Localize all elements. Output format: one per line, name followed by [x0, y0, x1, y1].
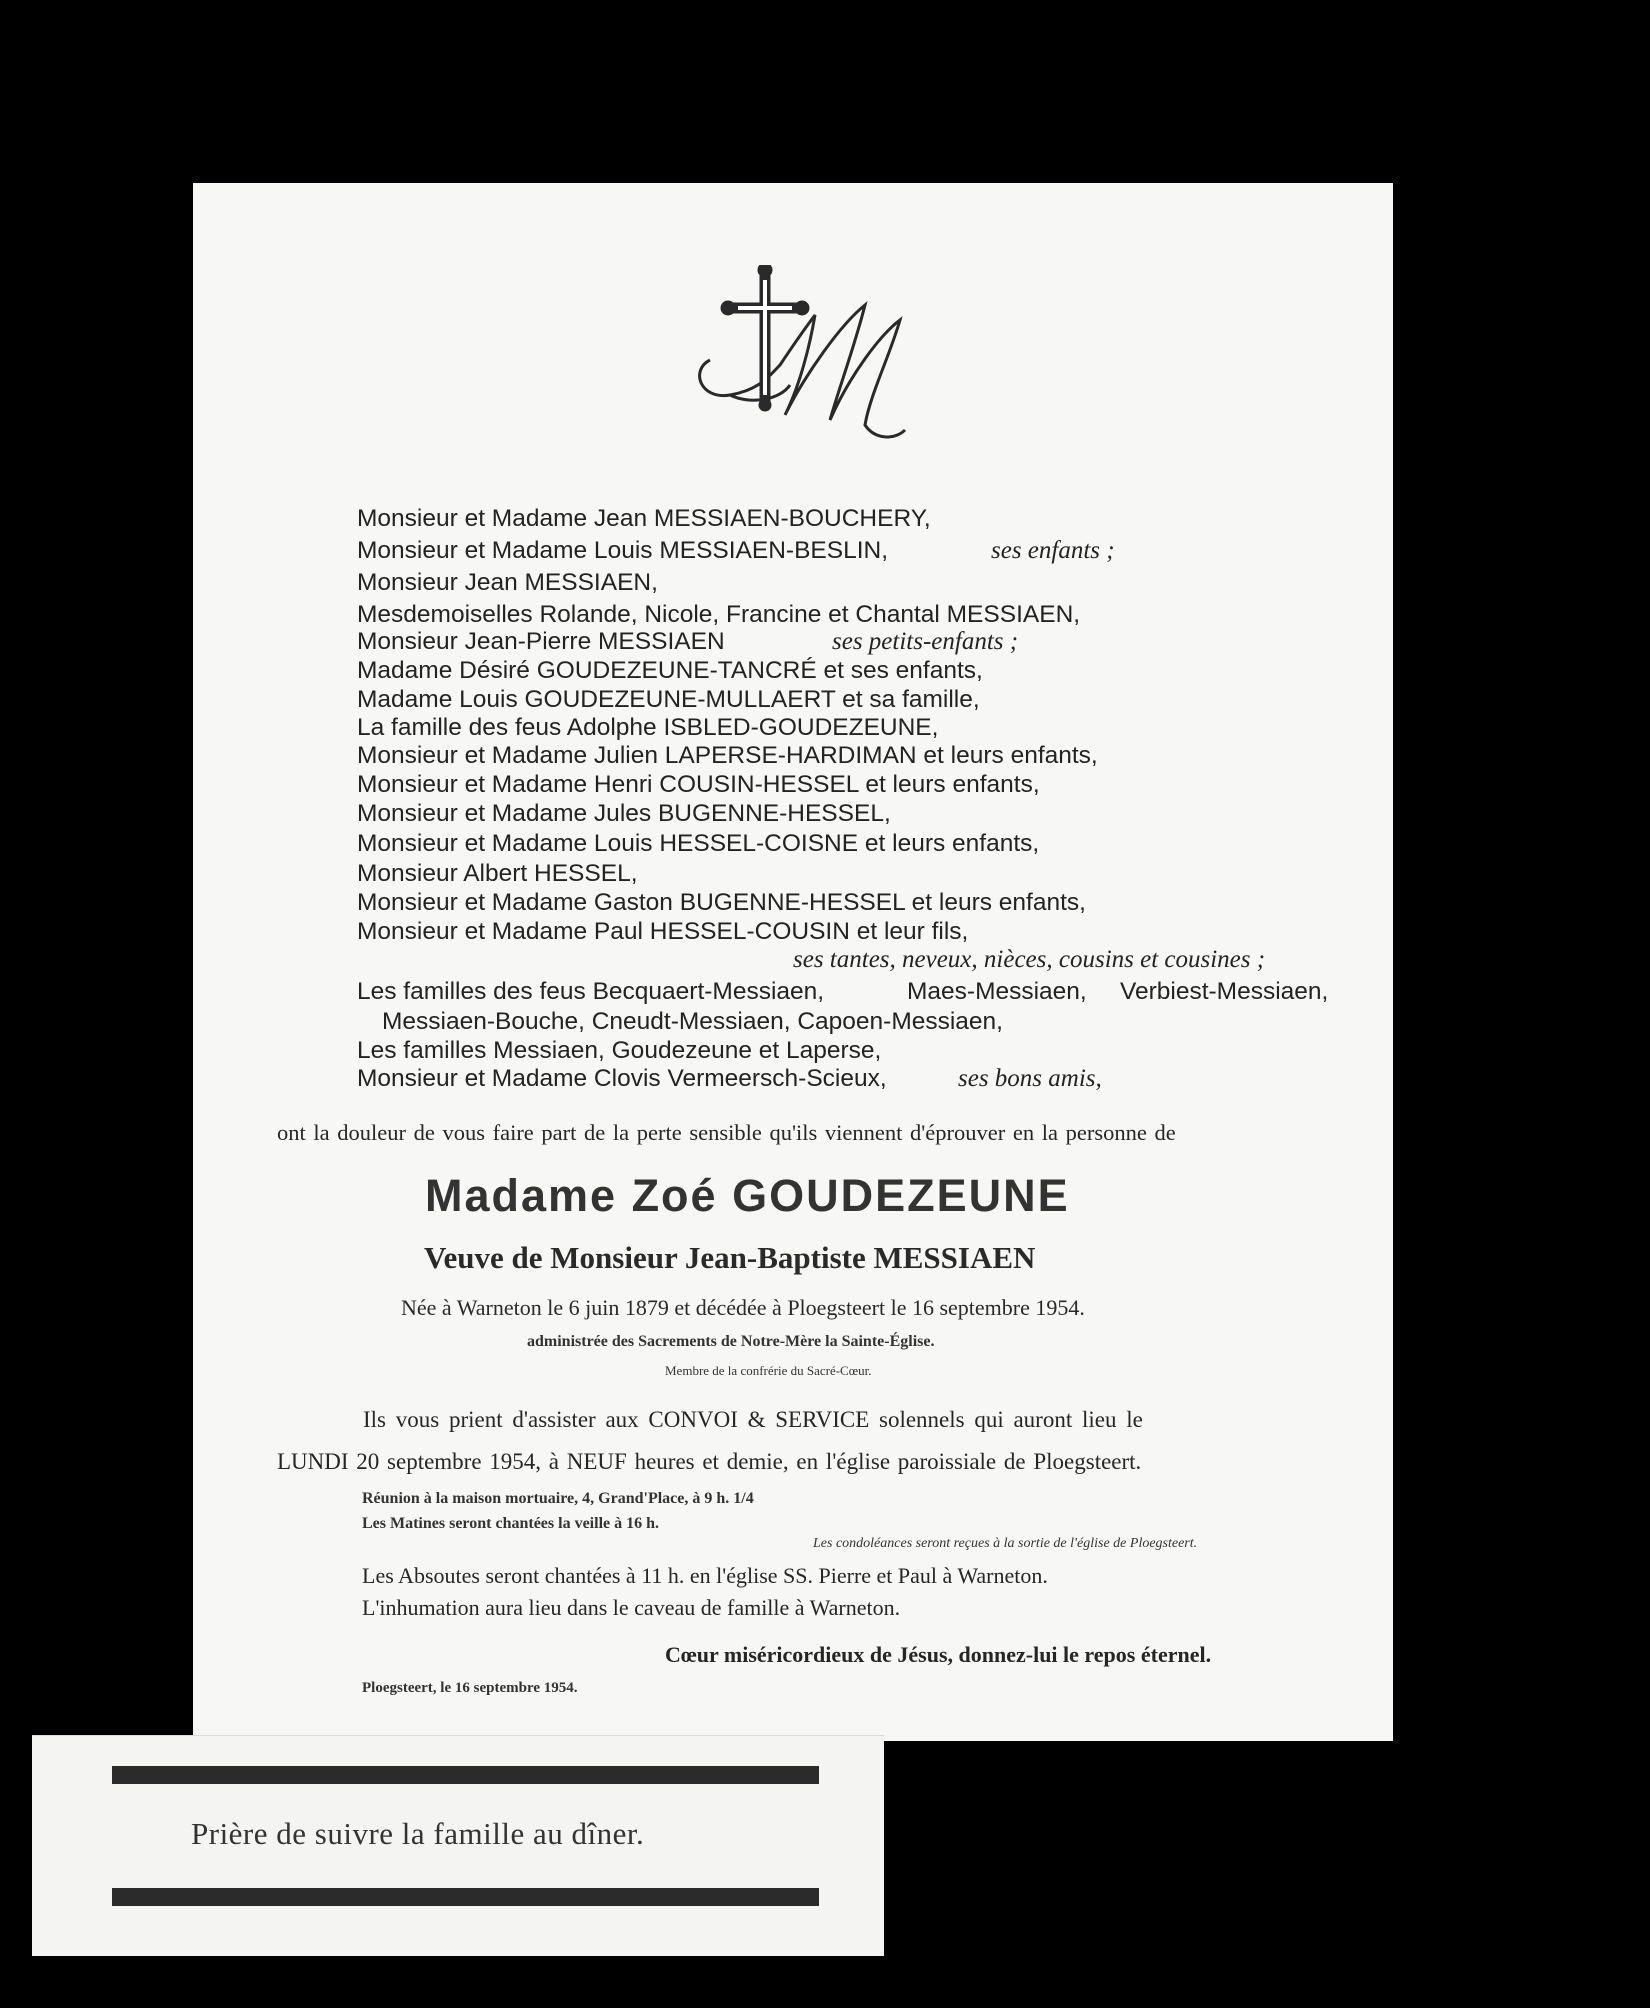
- confraternity-line: Membre de la confrérie du Sacré-Cœur.: [665, 1363, 872, 1378]
- sacraments-line: administrée des Sacrements de Notre-Mère la Sainte-Église.: [527, 1333, 935, 1350]
- relative-line: Monsieur et Madame Louis MESSIAEN-BESLIN,: [357, 537, 889, 564]
- relative-line: Monsieur et Madame Paul HESSEL-COUSIN et leur fils,: [357, 918, 969, 945]
- relative-line: Monsieur Jean-Pierre MESSIAEN: [357, 628, 725, 655]
- relative-line: Monsieur et Madame Henri COUSIN-HESSEL et leurs enfants,: [357, 771, 1040, 798]
- place-date-line: Ploegsteert, le 16 septembre 1954.: [362, 1680, 578, 1696]
- families-line: Verbiest-Messiaen,: [1120, 978, 1329, 1005]
- relative-line: Monsieur et Madame Gaston BUGENNE-HESSEL et leurs enfants,: [357, 889, 1086, 916]
- matins-line: Les Matines seront chantées la veille à 16 h.: [362, 1515, 660, 1532]
- condolences-line: Les condoléances seront reçues à la sortie de l'église de Ploegsteert.: [813, 1536, 1198, 1551]
- relative-line: Madame Louis GOUDEZEUNE-MULLAERT et sa famille,: [357, 686, 980, 713]
- meeting-line: Réunion à la maison mortuaire, 4, Grand'Place, à 9 h. 1/4: [362, 1490, 754, 1507]
- relative-line: Monsieur et Madame Louis HESSEL-COISNE et leurs enfants,: [357, 830, 1040, 857]
- cross-monogram-icon: [690, 265, 930, 445]
- relative-line: Madame Désiré GOUDEZEUNE-TANCRÉ et ses enfants,: [357, 657, 983, 684]
- announcement-text: ont la douleur de vous faire part de la perte sensible qu'ils viennent d'éprouver en la personne de: [277, 1120, 1176, 1145]
- relative-line: Monsieur et Madame Julien LAPERSE-HARDIMAN et leurs enfants,: [357, 742, 1098, 769]
- relation-children-label: ses enfants ;: [991, 537, 1115, 564]
- birth-death-dates: Née à Warneton le 6 juin 1879 et décédée à Ploegsteert le 16 septembre 1954.: [401, 1295, 1085, 1320]
- relation-extended-label: ses tantes, neveux, nièces, cousins et cousines ;: [793, 946, 1266, 973]
- relative-line: Mesdemoiselles Rolande, Nicole, Francine et Chantal MESSIAEN,: [357, 601, 1081, 628]
- relative-line: Monsieur Jean MESSIAEN,: [357, 569, 658, 596]
- burial-line: L'inhumation aura lieu dans le caveau de famille à Warneton.: [362, 1595, 901, 1620]
- relative-line: Monsieur Albert HESSEL,: [357, 860, 638, 887]
- service-invitation: Ils vous prient d'assister aux CONVOI & SERVICE solennels qui auront lieu le: [363, 1407, 1143, 1432]
- service-date-line: LUNDI 20 septembre 1954, à NEUF heures et demie, en l'église paroissiale de Ploegsteert.: [277, 1449, 1142, 1474]
- relative-line: La famille des feus Adolphe ISBLED-GOUDEZEUNE,: [357, 714, 939, 741]
- relative-line: Monsieur et Madame Jules BUGENNE-HESSEL,: [357, 800, 891, 827]
- relative-line: Monsieur et Madame Jean MESSIAEN-BOUCHERY,: [357, 505, 931, 532]
- families-line: Les familles des feus Becquaert-Messiaen,: [357, 978, 825, 1005]
- relation-friends-label: ses bons amis,: [958, 1065, 1102, 1092]
- prayer-line: Cœur miséricordieux de Jésus, donnez-lui le repos éternel.: [665, 1642, 1212, 1667]
- widow-of-line: Veuve de Monsieur Jean-Baptiste MESSIAEN: [424, 1240, 1036, 1275]
- absoutes-line: Les Absoutes seront chantées à 11 h. en l'église SS. Pierre et Paul à Warneton.: [362, 1563, 1048, 1588]
- slip-top-bar: [112, 1766, 819, 1784]
- slip-text: Prière de suivre la famille au dîner.: [191, 1816, 645, 1851]
- dinner-invitation-slip: [32, 1735, 884, 1956]
- families-line: Maes-Messiaen,: [907, 978, 1087, 1005]
- families-line: Messiaen-Bouche, Cneudt-Messiaen, Capoen-Messiaen,: [382, 1008, 1003, 1035]
- deceased-name: Madame Zoé GOUDEZEUNE: [425, 1170, 1070, 1221]
- families-line: Monsieur et Madame Clovis Vermeersch-Scieux,: [357, 1065, 887, 1092]
- families-line: Les familles Messiaen, Goudezeune et Laperse,: [357, 1037, 882, 1064]
- slip-bottom-bar: [112, 1888, 819, 1906]
- relation-grandchildren-label: ses petits-enfants ;: [832, 628, 1019, 655]
